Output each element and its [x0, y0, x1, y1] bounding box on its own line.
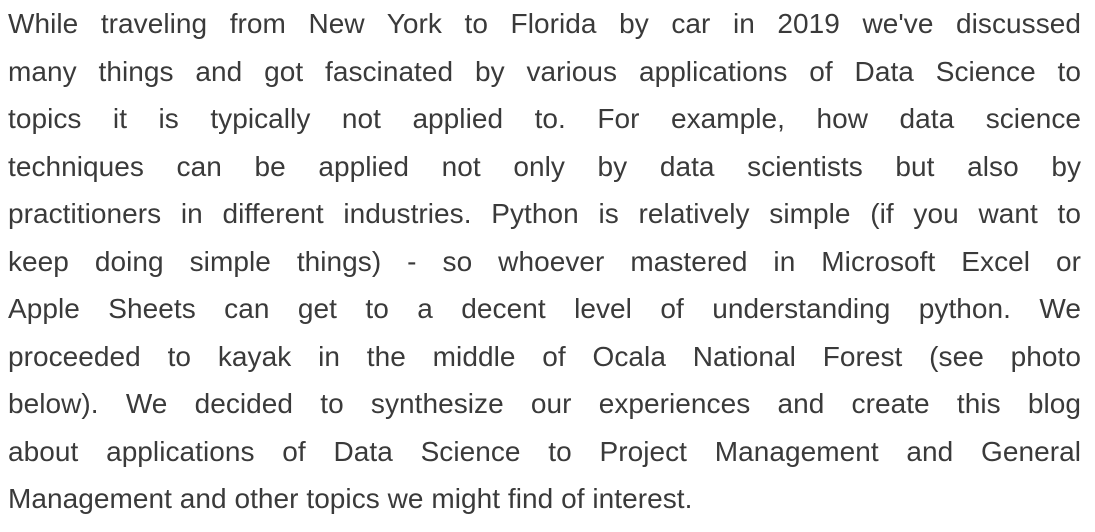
paragraph-line-8: proceeded to kayak in the middle of Ocala National Forest (see photo: [8, 340, 1081, 372]
intro-paragraph: [8, 0, 1081, 523]
paragraph-line-1: While traveling from New York to Florida by car in 2019 we've discussed: [8, 8, 1081, 39]
paragraph-line-4: techniques can be applied not only by data scientists but also by: [8, 150, 1081, 182]
paragraph-line-2: many things and got fascinated by various applications of Data Science to: [8, 55, 1081, 87]
paragraph-line-10: about applications of Data Science to Project Management and General: [8, 435, 1081, 467]
paragraph-line-6: keep doing simple things) - so whoever mastered in Microsoft Excel or: [8, 245, 1081, 277]
paragraph-line-3: topics it is typically not applied to. For example, how data science: [8, 103, 1081, 134]
paragraph-line-11: Management and other topics we might find of interest.: [8, 483, 693, 514]
paragraph-line-9: below). We decided to synthesize our experiences and create this blog: [8, 388, 1081, 419]
paragraph-line-5: practitioners in different industries. Python is relatively simple (if you want to: [8, 198, 1081, 229]
paragraph-line-7: Apple Sheets can get to a decent level of understanding python. We: [8, 293, 1081, 324]
